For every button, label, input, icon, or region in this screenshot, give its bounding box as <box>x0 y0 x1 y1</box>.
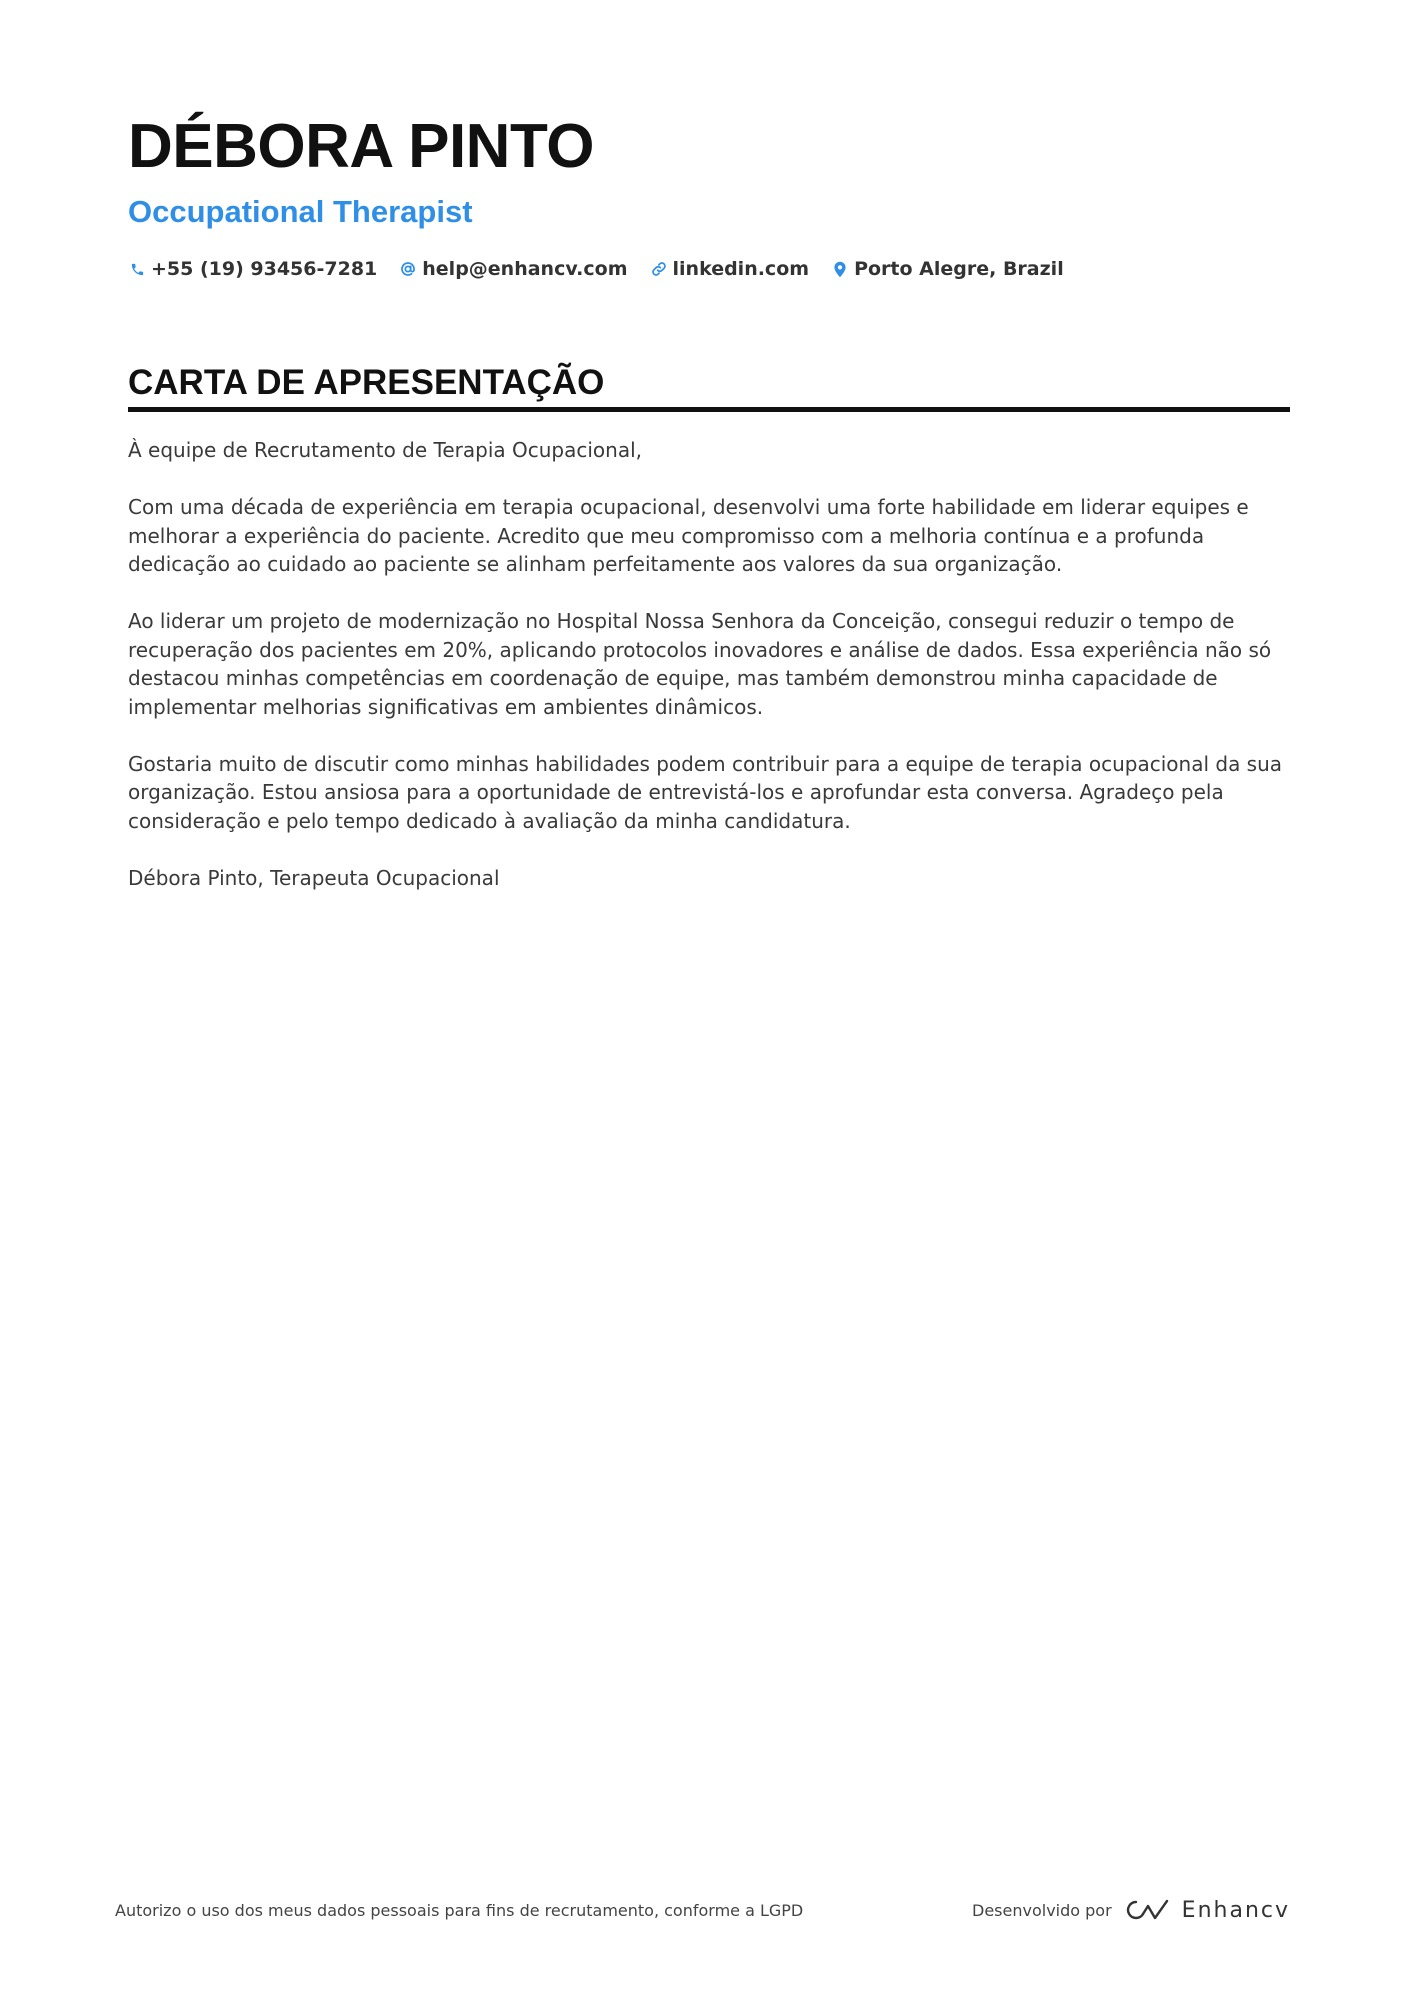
candidate-name: DÉBORA PINTO <box>128 112 594 181</box>
letter-paragraph: Ao liderar um projeto de modernização no Hospital Nossa Senhora da Conceição, consegui reduzir o tempo de recuperação dos pacientes em 20%, aplicando protocolos inovadores e análise de dados. Essa experiência não só destacou minhas competências em coordenação de equipe, mas também demonstrou minha capacidade de implementar melhorias significativas em ambientes dinâmicos. <box>128 609 1272 719</box>
contact-bar <box>128 254 1290 284</box>
letter-paragraph: Com uma década de experiência em terapia ocupacional, desenvolvi uma forte habilidade em liderar equipes e melhorar a experiência do paciente. Acredito que meu compromisso com a melhoria contínua e a profunda dedicação ao cuidado ao paciente se alinham perfeitamente aos valores da sua organização. <box>128 495 1249 576</box>
contact-phone <box>128 258 377 280</box>
location-text: Porto Alegre, Brazil <box>854 258 1064 280</box>
section-heading: CARTA DE APRESENTAÇÃO <box>128 361 1290 412</box>
enhancv-logo-icon <box>1124 1898 1170 1922</box>
location-pin-icon <box>831 259 849 279</box>
powered-by[interactable] <box>972 1898 1290 1923</box>
cover-letter-page <box>128 110 1290 921</box>
job-title: Occupational Therapist <box>128 194 473 229</box>
link-icon <box>650 259 668 279</box>
email-address[interactable]: help@enhancv.com <box>422 258 628 280</box>
contact-linkedin <box>650 258 810 280</box>
phone-number[interactable]: +55 (19) 93456-7281 <box>151 258 378 280</box>
at-icon <box>399 259 417 279</box>
consent-note: Autorizo o uso dos meus dados pessoais para fins de recrutamento, conforme a LGPD <box>115 1900 804 1920</box>
phone-icon <box>128 259 146 279</box>
letter-signature: Débora Pinto, Terapeuta Ocupacional <box>128 865 500 890</box>
linkedin-link[interactable]: linkedin.com <box>672 258 810 280</box>
letter-greeting: À equipe de Recrutamento de Terapia Ocupacional, <box>128 438 643 462</box>
brand-name: Enhancv <box>1181 1897 1290 1923</box>
page-footer <box>115 1890 1290 1930</box>
letter-paragraph: Gostaria muito de discutir como minhas habilidades podem contribuir para a equipe de terapia ocupacional da sua organização. Estou ansiosa para a oportunidade de entrevistá-los e aprofundar esta conversa. Agradeço pela consideração e pelo tempo dedicado à avaliação da minha candidatura. <box>128 751 1283 833</box>
powered-by-label: Desenvolvido por <box>972 1900 1112 1920</box>
contact-email <box>399 258 627 280</box>
letter-body <box>128 436 1290 892</box>
contact-location <box>831 258 1064 280</box>
